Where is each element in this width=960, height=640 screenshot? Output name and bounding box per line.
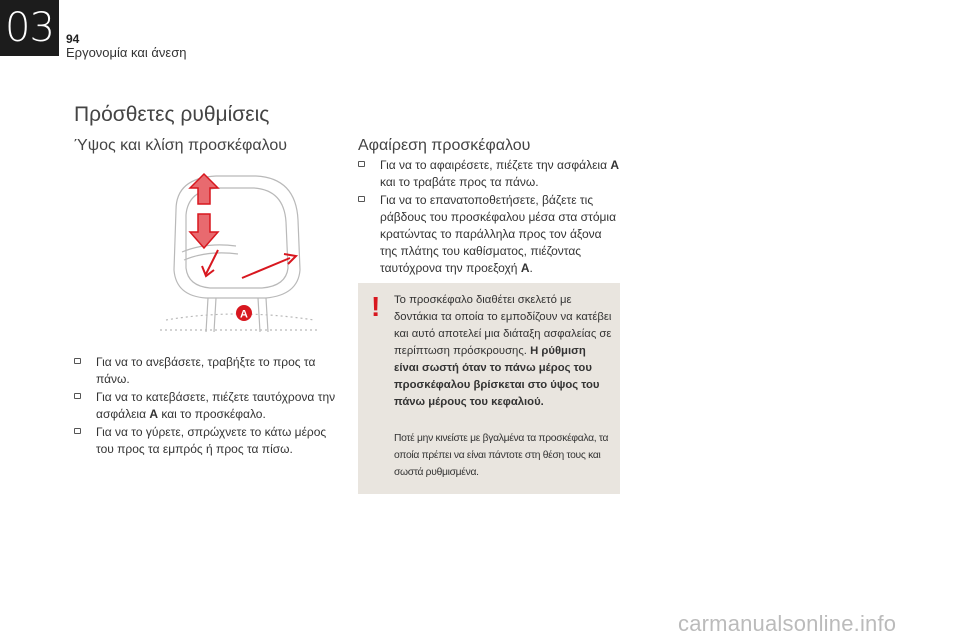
safety-note (358, 283, 620, 494)
adjust-instructions (74, 354, 336, 459)
subtitle-removal: Αφαίρεση προσκέφαλου (358, 137, 531, 154)
chapter-title: Εργονομία και άνεση (66, 45, 187, 60)
checkbox-bullet-icon (74, 358, 81, 364)
lock-reference: A (610, 158, 620, 172)
section-title: Πρόσθετες ρυθμίσεις (74, 103, 270, 126)
note-text: Το προσκέφαλο διαθέτει σκελετό με δοντάκια τα οποία το εμποδίζουν να κατέβει και αυτό αποτελεί μια διάταξη ασφαλείας σε περίπτωση πρόσκρουσης. Η ρύθμιση είναι σωστή όταν το πάνω μέρος του προσκέφαλου βρίσκεται στο ύψος του πάνω μέρους του κεφαλιού. (394, 294, 612, 408)
warning-icon: ! (371, 291, 381, 322)
page-number: 94 (66, 32, 80, 46)
note-secondary-text: Ποτέ μην κινείστε με βγαλμένα τα προσκέφαλα, τα οποία πρέπει να είναι πάντοτε στη θέση τους και σωστά ρυθμισμένα. (394, 433, 609, 478)
checkbox-bullet-icon (74, 393, 81, 399)
list-item: Για να το κατεβάσετε, πιέζετε ταυτόχρονα την ασφάλεια A και το προσκέφαλο. (74, 389, 336, 423)
watermark: carmanualsonline.info (678, 611, 897, 636)
removal-instructions (358, 157, 620, 278)
lock-a-label: A (240, 308, 248, 321)
list-item: Για να το επανατοποθετήσετε, βάζετε τις ράβδους του προσκέφαλου μέσα στα στόμια κρατώντας το παράλληλα προς τον άξονα της πλάτης του καθίσματος, πιέζοντας ταυτόχρονα την προεξοχή A. (358, 192, 620, 277)
subtitle-height-tilt: Ύψος και κλίση προσκέφαλου (74, 137, 288, 154)
lock-reference: A (149, 407, 159, 421)
note-strong-text: Η ρύθμιση είναι σωστή όταν το πάνω μέρος του προσκέφαλου βρίσκεται στο ύψος του πάνω μέρους του κεφαλιού. (394, 345, 600, 408)
list-item: Για να το ανεβάσετε, τραβήξτε το προς τα πάνω. (74, 354, 336, 388)
list-item: Για να το αφαιρέσετε, πιέζετε την ασφάλεια A και το τραβάτε προς τα πάνω. (358, 157, 620, 191)
lock-reference: A (520, 261, 530, 275)
checkbox-bullet-icon (358, 161, 365, 167)
checkbox-bullet-icon (74, 428, 81, 434)
headrest-illustration (146, 170, 332, 338)
list-item: Για να το γύρετε, σπρώχνετε το κάτω μέρος του προς τα εμπρός ή προς τα πίσω. (74, 424, 336, 458)
chapter-number: 03 (0, 0, 59, 56)
checkbox-bullet-icon (358, 196, 365, 202)
